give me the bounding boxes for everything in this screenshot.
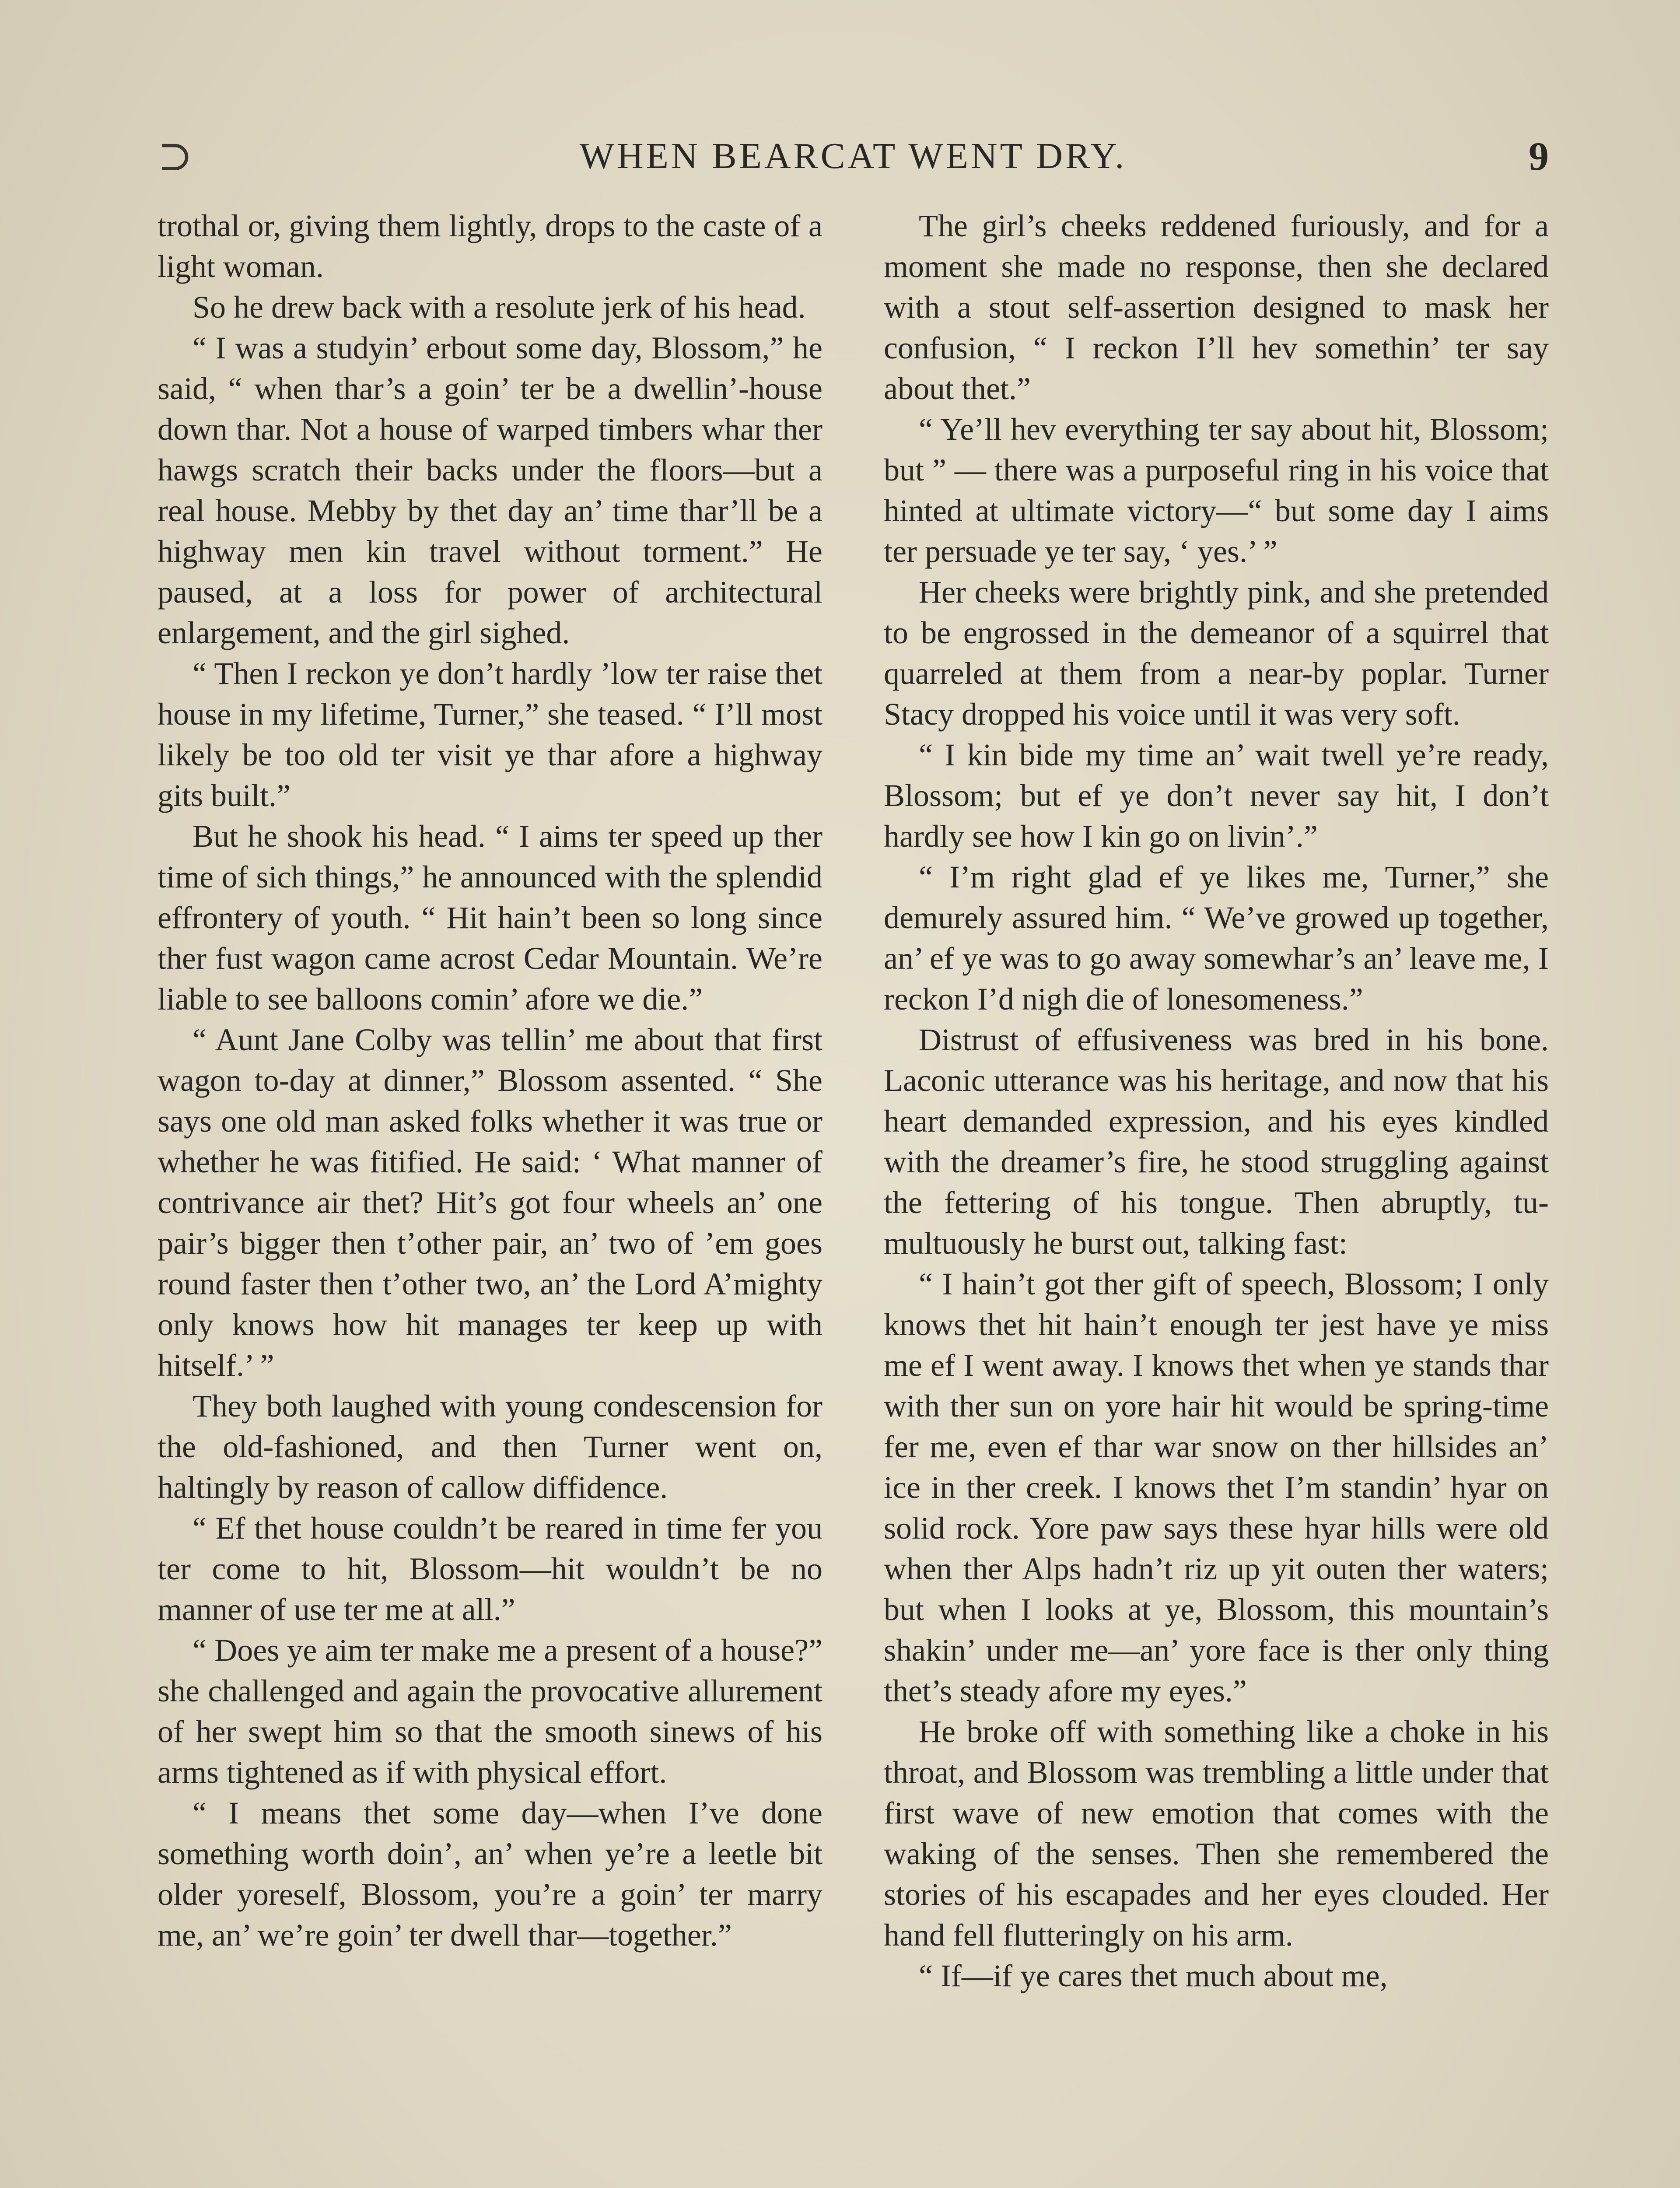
page-number: 9	[1529, 134, 1549, 179]
paragraph: “ If—if ye cares thet much about me,	[919, 1958, 1388, 1993]
running-title: WHEN BEARCAT WENT DRY.	[579, 136, 1127, 176]
text-columns	[158, 206, 1549, 2188]
paragraph: Her cheeks were brightly pink, and she pretended to be engrossed in the demeanor of a squirrel that quarreled at them from a near-by poplar. Turner Stacy dropped his voice until it was very soft.	[884, 575, 1549, 732]
paragraph: “ Aunt Jane Colby was tellin’ me about that first wagon to-day at dinner,” Blossom assented. “ She says one old man asked folks whether it was true or whether he was fitified. He said: ‘ What manner of contrivance air thet? Hit’s got four wheels an’ one pair’s bigger then t’other pair, an’ two of ’em goes round faster then t’other two, an’ the Lord A’mighty only knows how hit manages ter keep up with hitself.’ ”	[158, 1022, 822, 1383]
paragraph: “ Does ye aim ter make me a present of a house?” she challenged and again the provocative allurement of her swept him so that the smooth sinews of his arms tightened as if with physical effort.	[158, 1633, 822, 1790]
paragraph: He broke off with something like a choke in his throat, and Blossom was trembling a little under that first wave of new emotion that comes with the waking of the senses. Then she remembered the stories of his escapades and her eyes clouded. Her hand fell flutteringly on his arm.	[884, 1714, 1549, 1953]
paragraph: trothal or, giving them lightly, drops to the caste of a light woman.	[158, 208, 822, 284]
header-mark: ⊃	[158, 133, 193, 179]
left-column	[158, 206, 822, 2188]
page-header	[158, 131, 1549, 184]
paragraph: So he drew back with a resolute jerk of his head.	[192, 290, 806, 325]
paragraph: “ I means thet some day—when I’ve done something worth doin’, an’ when ye’re a leetle bit older yoreself, Blossom, you’re a goin’ ter marry me, an’ we’re goin’ ter dwell thar—together.”	[158, 1795, 822, 1953]
right-column	[884, 206, 1549, 2188]
paragraph: They both laughed with young condescension for the old-fashioned, and then Turner went on, haltingly by reason of callow diffidence.	[158, 1389, 822, 1505]
paragraph: “ I hain’t got ther gift of speech, Blossom; I only knows thet hit hain’t enough ter jest have ye miss me ef I went away. I knows thet when ye stands thar with ther sun on yore hair hit would be spring-time fer me, even ef thar war snow on ther hillsides an’ ice in ther creek. I knows thet I’m standin’ hyar on solid rock. Yore paw says these hyar hills were old when ther Alps hadn’t riz up yit outen ther waters; but when I looks at ye, Blossom, this mountain’s shakin’ under me—an’ yore face is ther only thing thet’s steady afore my eyes.”	[884, 1266, 1549, 1708]
paragraph: The girl’s cheeks reddened furiously, and for a moment she made no response, then she declared with a stout self-assertion designed to mask her confusion, “ I reckon I’ll hev somethin’ ter say about thet.”	[884, 208, 1549, 406]
paragraph: “ I’m right glad ef ye likes me, Turner,” she demurely assured him. “ We’ve growed up together, an’ ef ye was to go away somewhar’s an’ leave me, I reckon I’d nigh die of lonesomeness.”	[884, 859, 1549, 1017]
paragraph: But he shook his head. “ I aims ter speed up ther time of sich things,” he announced with the splendid effrontery of youth. “ Hit hain’t been so long since ther fust wagon came acrost Cedar Mountain. We’re liable to see balloons comin’ afore we die.”	[158, 819, 822, 1017]
paragraph: “ Then I reckon ye don’t hardly ’low ter raise thet house in my lifetime, Turner,” she teased. “ I’ll most likely be too old ter visit ye thar afore a highway gits built.”	[158, 656, 822, 813]
paragraph: Distrust of effusiveness was bred in his bone. Laconic utterance was his heritage, and now that his heart demanded expression, and his eyes kindled with the dreamer’s fire, he stood struggling against the fettering of his tongue. Then abruptly, tumultuously he burst out, talking fast:	[884, 1022, 1549, 1261]
paragraph: “ Ef thet house couldn’t be reared in time fer you ter come to hit, Blossom—hit wouldn’t be no manner of use ter me at all.”	[158, 1511, 822, 1627]
paragraph: “ I kin bide my time an’ wait twell ye’re ready, Blossom; but ef ye don’t never say hit, I don’t hardly see how I kin go on livin’.”	[884, 737, 1549, 854]
paragraph: “ Ye’ll hev everything ter say about hit, Blossom; but ” — there was a purposeful ring in his voice that hinted at ultimate victory—“ but some day I aims ter persuade ye ter say, ‘ yes.’ ”	[884, 412, 1549, 569]
paragraph: “ I was a studyin’ erbout some day, Blossom,” he said, “ when thar’s a goin’ ter be a dwellin’-house down thar. Not a house of warped timbers whar ther hawgs scratch their backs under the floors—but a real house. Mebby by thet day an’ time thar’ll be a highway men kin travel without torment.” He paused, at a loss for power of architectural enlargement, and the girl sighed.	[158, 330, 822, 650]
